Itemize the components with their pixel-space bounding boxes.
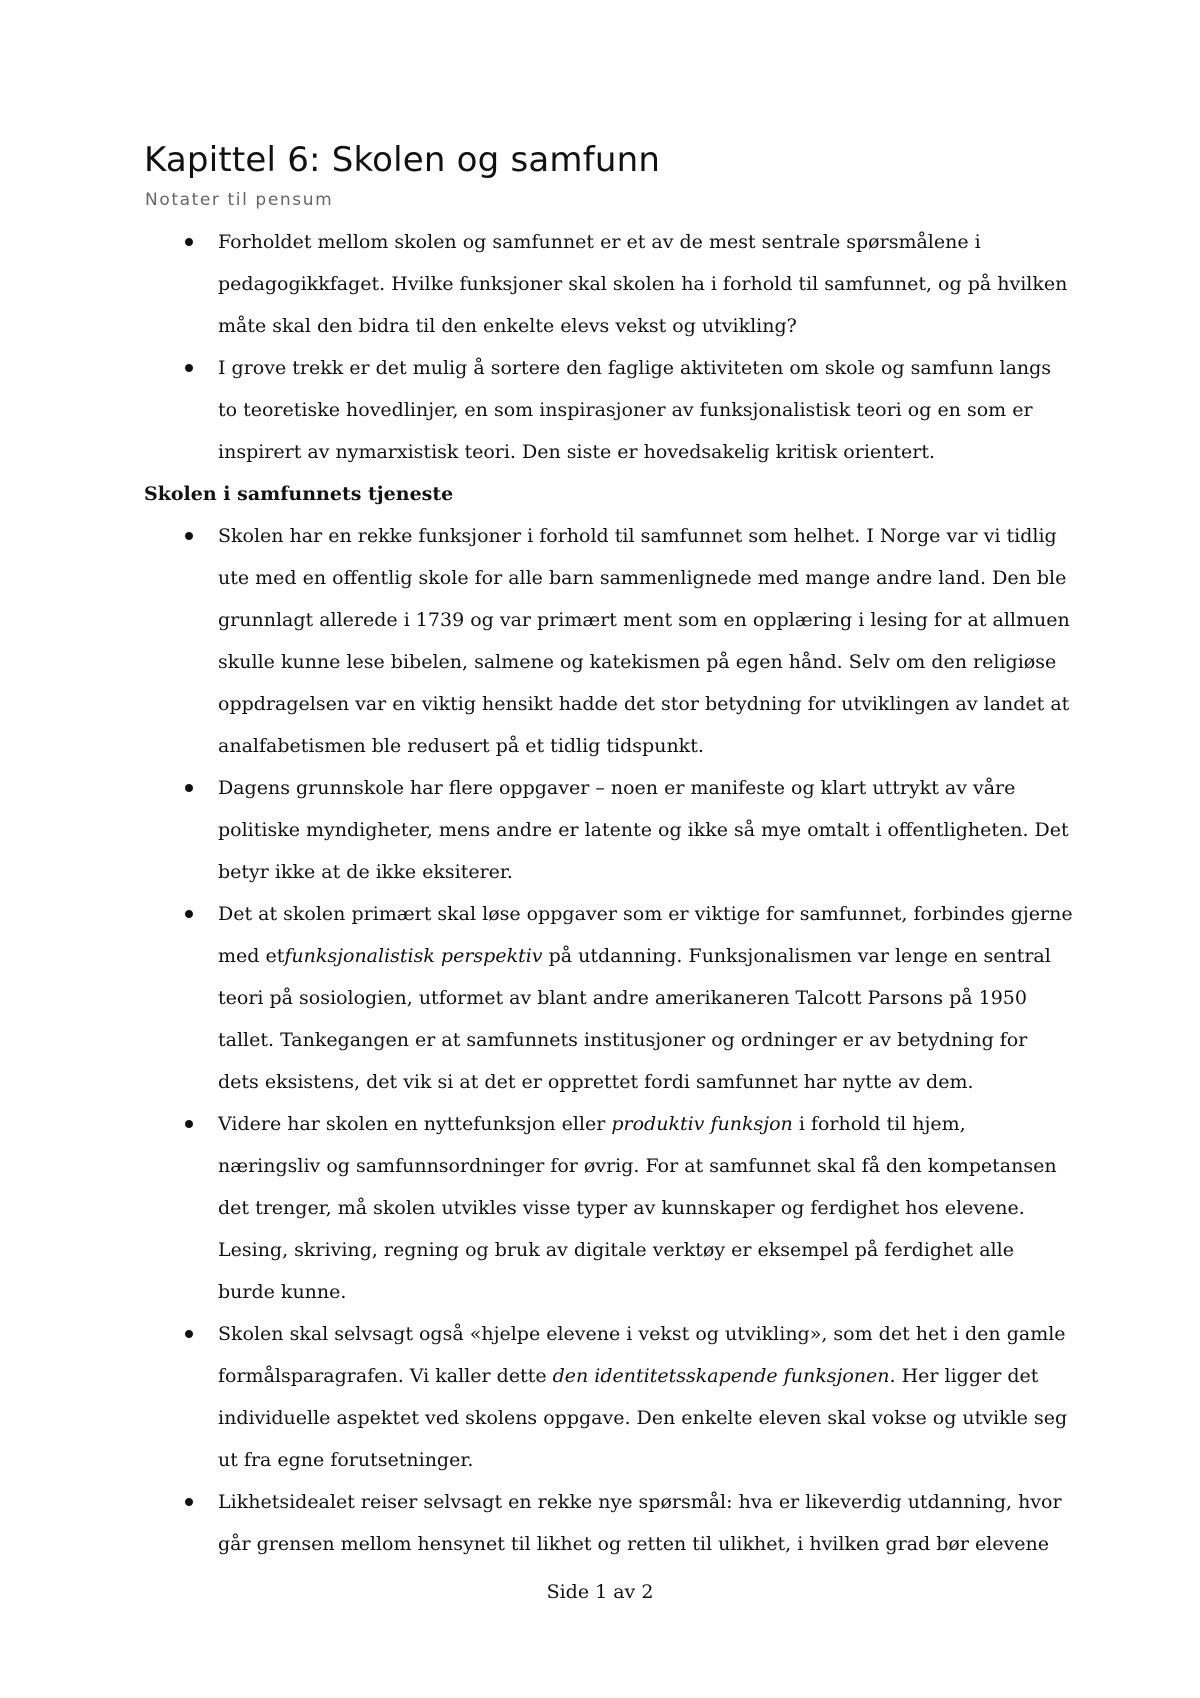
list-item: Skolen har en rekke funksjoner i forhold til samfunnet som helhet. I Norge var vi tidlig ute med en offentlig skole for alle barn sammenlignede med mange andre land. Den ble grunnlagt allerede i 1739 og var primært ment som en opplæring i lesing for at allmuen skulle kunne lese bibelen, salmene og katekismen på egen hånd. Selv om den religiøse oppdragelsen var en viktig hensikt hadde det stor betydning for utviklingen av landet at analfabetismen ble redusert på et tidlig tidspunkt. [144, 515, 1074, 767]
intro-bullet-list [144, 221, 1074, 473]
list-item: Forholdet mellom skolen og samfunnet er et av de mest sentrale spørsmålene i pedagogikkfaget. Hvilke funksjoner skal skolen ha i forhold til samfunnet, og på hvilken måte skal den bidra til den enkelte elevs vekst og utvikling? [144, 221, 1074, 347]
list-item-text: i forhold til hjem, næringsliv og samfunnsordninger for øvrig. For at samfunnet skal få den kompetansen det trenger, må skolen utvikles visse typer av kunnskaper og ferdighet hos elevene. Lesing, skriving, regning og bruk av digitale verktøy er eksempel på ferdighet alle burde kunne. [218, 1113, 1057, 1303]
section-bullet-list [144, 515, 1074, 1565]
page-footer: Side 1 av 2 [546, 1581, 654, 1603]
list-item [144, 1103, 1074, 1313]
list-item [144, 893, 1074, 1103]
emphasis-term: funksjonalistisk perspektiv [284, 945, 543, 967]
section-heading: Skolen i samfunnets tjeneste [144, 483, 454, 505]
list-item-text: . Her ligger det individuelle aspektet ved skolens oppgave. Den enkelte eleven skal vokse og utvikle seg ut fra egne forutsetninger. [218, 1365, 1068, 1471]
document-subtitle: Notater til pensum [145, 190, 334, 210]
emphasis-term: den identitetsskapende funksjonen [552, 1365, 890, 1387]
emphasis-term: produktiv funksjon [611, 1113, 793, 1135]
document-body [144, 221, 1074, 1565]
list-item-text: Skolen skal selvsagt også «hjelpe elevene i vekst og utvikling», som det het i den gamle formålsparagrafen. Vi kaller dette [218, 1323, 1066, 1387]
document-title: Kapittel 6: Skolen og samfunn [144, 140, 661, 180]
list-item: Dagens grunnskole har flere oppgaver – noen er manifeste og klart uttrykt av våre politiske myndigheter, mens andre er latente og ikke så mye omtalt i offentligheten. Det betyr ikke at de ikke eksiterer. [144, 767, 1074, 893]
list-item: I grove trekk er det mulig å sortere den faglige aktiviteten om skole og samfunn langs to teoretiske hovedlinjer, en som inspirasjoner av funksjonalistisk teori og en som er inspirert av nymarxistisk teori. Den siste er hovedsakelig kritisk orientert. [144, 347, 1074, 473]
list-item [144, 1313, 1074, 1481]
list-item-text: Det at skolen primært skal løse oppgaver som er viktige for samfunnet, forbindes gjerne med et [218, 903, 1073, 967]
list-item-text: Videre har skolen en nyttefunksjon eller [218, 1113, 612, 1135]
list-item: Likhetsidealet reiser selvsagt en rekke nye spørsmål: hva er likeverdig utdanning, hvor går grensen mellom hensynet til likhet og retten til ulikhet, i hvilken grad bør elevene [144, 1481, 1074, 1565]
list-item-text: på utdanning. Funksjonalismen var lenge en sentral teori på sosiologien, utformet av blant andre amerikaneren Talcott Parsons på 1950 tallet. Tankegangen er at samfunnets institusjoner og ordninger er av betydning for dets eksistens, det vik si at det er opprettet fordi samfunnet har nytte av dem. [218, 945, 1051, 1093]
